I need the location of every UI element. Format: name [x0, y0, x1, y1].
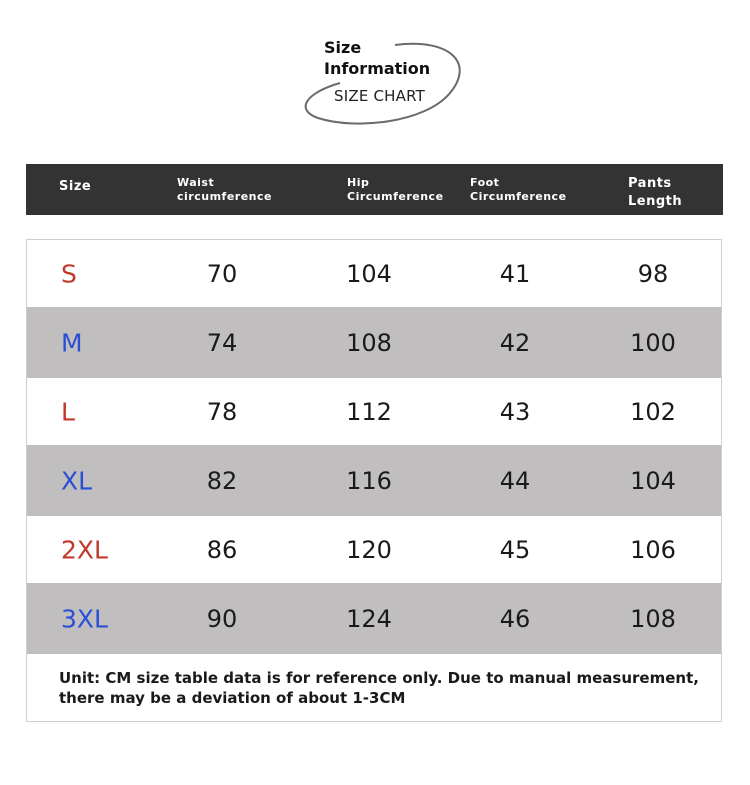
logo-title-size: Size [324, 38, 362, 57]
header-size: Size [59, 179, 92, 194]
size-table [26, 239, 722, 722]
foot-value: 43 [499, 397, 531, 426]
size-label: 2XL [61, 535, 108, 564]
header-foot [470, 176, 567, 204]
waist-value: 74 [206, 328, 238, 357]
size-label: XL [61, 466, 93, 495]
note-line1: Unit: CM size table data is for reference only. Due to manual measurement, [59, 669, 699, 687]
size-chart-logo [300, 38, 470, 133]
pants-value: 98 [637, 259, 669, 288]
foot-value: 46 [499, 604, 531, 633]
waist-value: 70 [206, 259, 238, 288]
pants-value: 102 [630, 397, 676, 426]
foot-value: 42 [499, 328, 531, 357]
header-waist [177, 176, 272, 204]
hip-value: 112 [346, 397, 392, 426]
waist-value: 90 [206, 604, 238, 633]
header-foot-line2: Circumference [470, 190, 567, 203]
note-line2: there may be a deviation of about 1-3CM [59, 689, 406, 707]
foot-value: 45 [499, 535, 531, 564]
size-label: 3XL [61, 604, 108, 633]
header-hip [347, 176, 444, 204]
pants-value: 108 [630, 604, 676, 633]
header-waist-line2: circumference [177, 190, 272, 203]
header-pants-line2: Length [628, 194, 683, 209]
header-hip-line2: Circumference [347, 190, 444, 203]
logo-title-information: Information [324, 59, 431, 78]
table-row [27, 307, 721, 378]
size-label: S [61, 259, 77, 288]
header-hip-line1: Hip [347, 176, 370, 189]
table-row [27, 583, 721, 654]
header-pants [628, 175, 682, 211]
pants-value: 100 [630, 328, 676, 357]
hip-value: 124 [346, 604, 392, 633]
size-label: M [61, 328, 83, 357]
table-row [27, 516, 721, 583]
header-waist-line1: Waist [177, 176, 215, 189]
size-label: L [61, 397, 75, 426]
waist-value: 78 [206, 397, 238, 426]
table-header-bar [26, 164, 723, 215]
waist-value: 82 [206, 466, 238, 495]
header-pants-line1: Pants [628, 176, 672, 191]
hip-value: 104 [346, 259, 392, 288]
hip-value: 108 [346, 328, 392, 357]
waist-value: 86 [206, 535, 238, 564]
table-row [27, 378, 721, 445]
hip-value: 120 [346, 535, 392, 564]
pants-value: 104 [630, 466, 676, 495]
logo-subtitle: SIZE CHART [334, 87, 425, 105]
table-row [27, 240, 721, 307]
foot-value: 44 [499, 466, 531, 495]
measurement-note [59, 668, 699, 708]
hip-value: 116 [346, 466, 392, 495]
foot-value: 41 [499, 259, 531, 288]
header-foot-line1: Foot [470, 176, 500, 189]
pants-value: 106 [630, 535, 676, 564]
table-row [27, 445, 721, 516]
